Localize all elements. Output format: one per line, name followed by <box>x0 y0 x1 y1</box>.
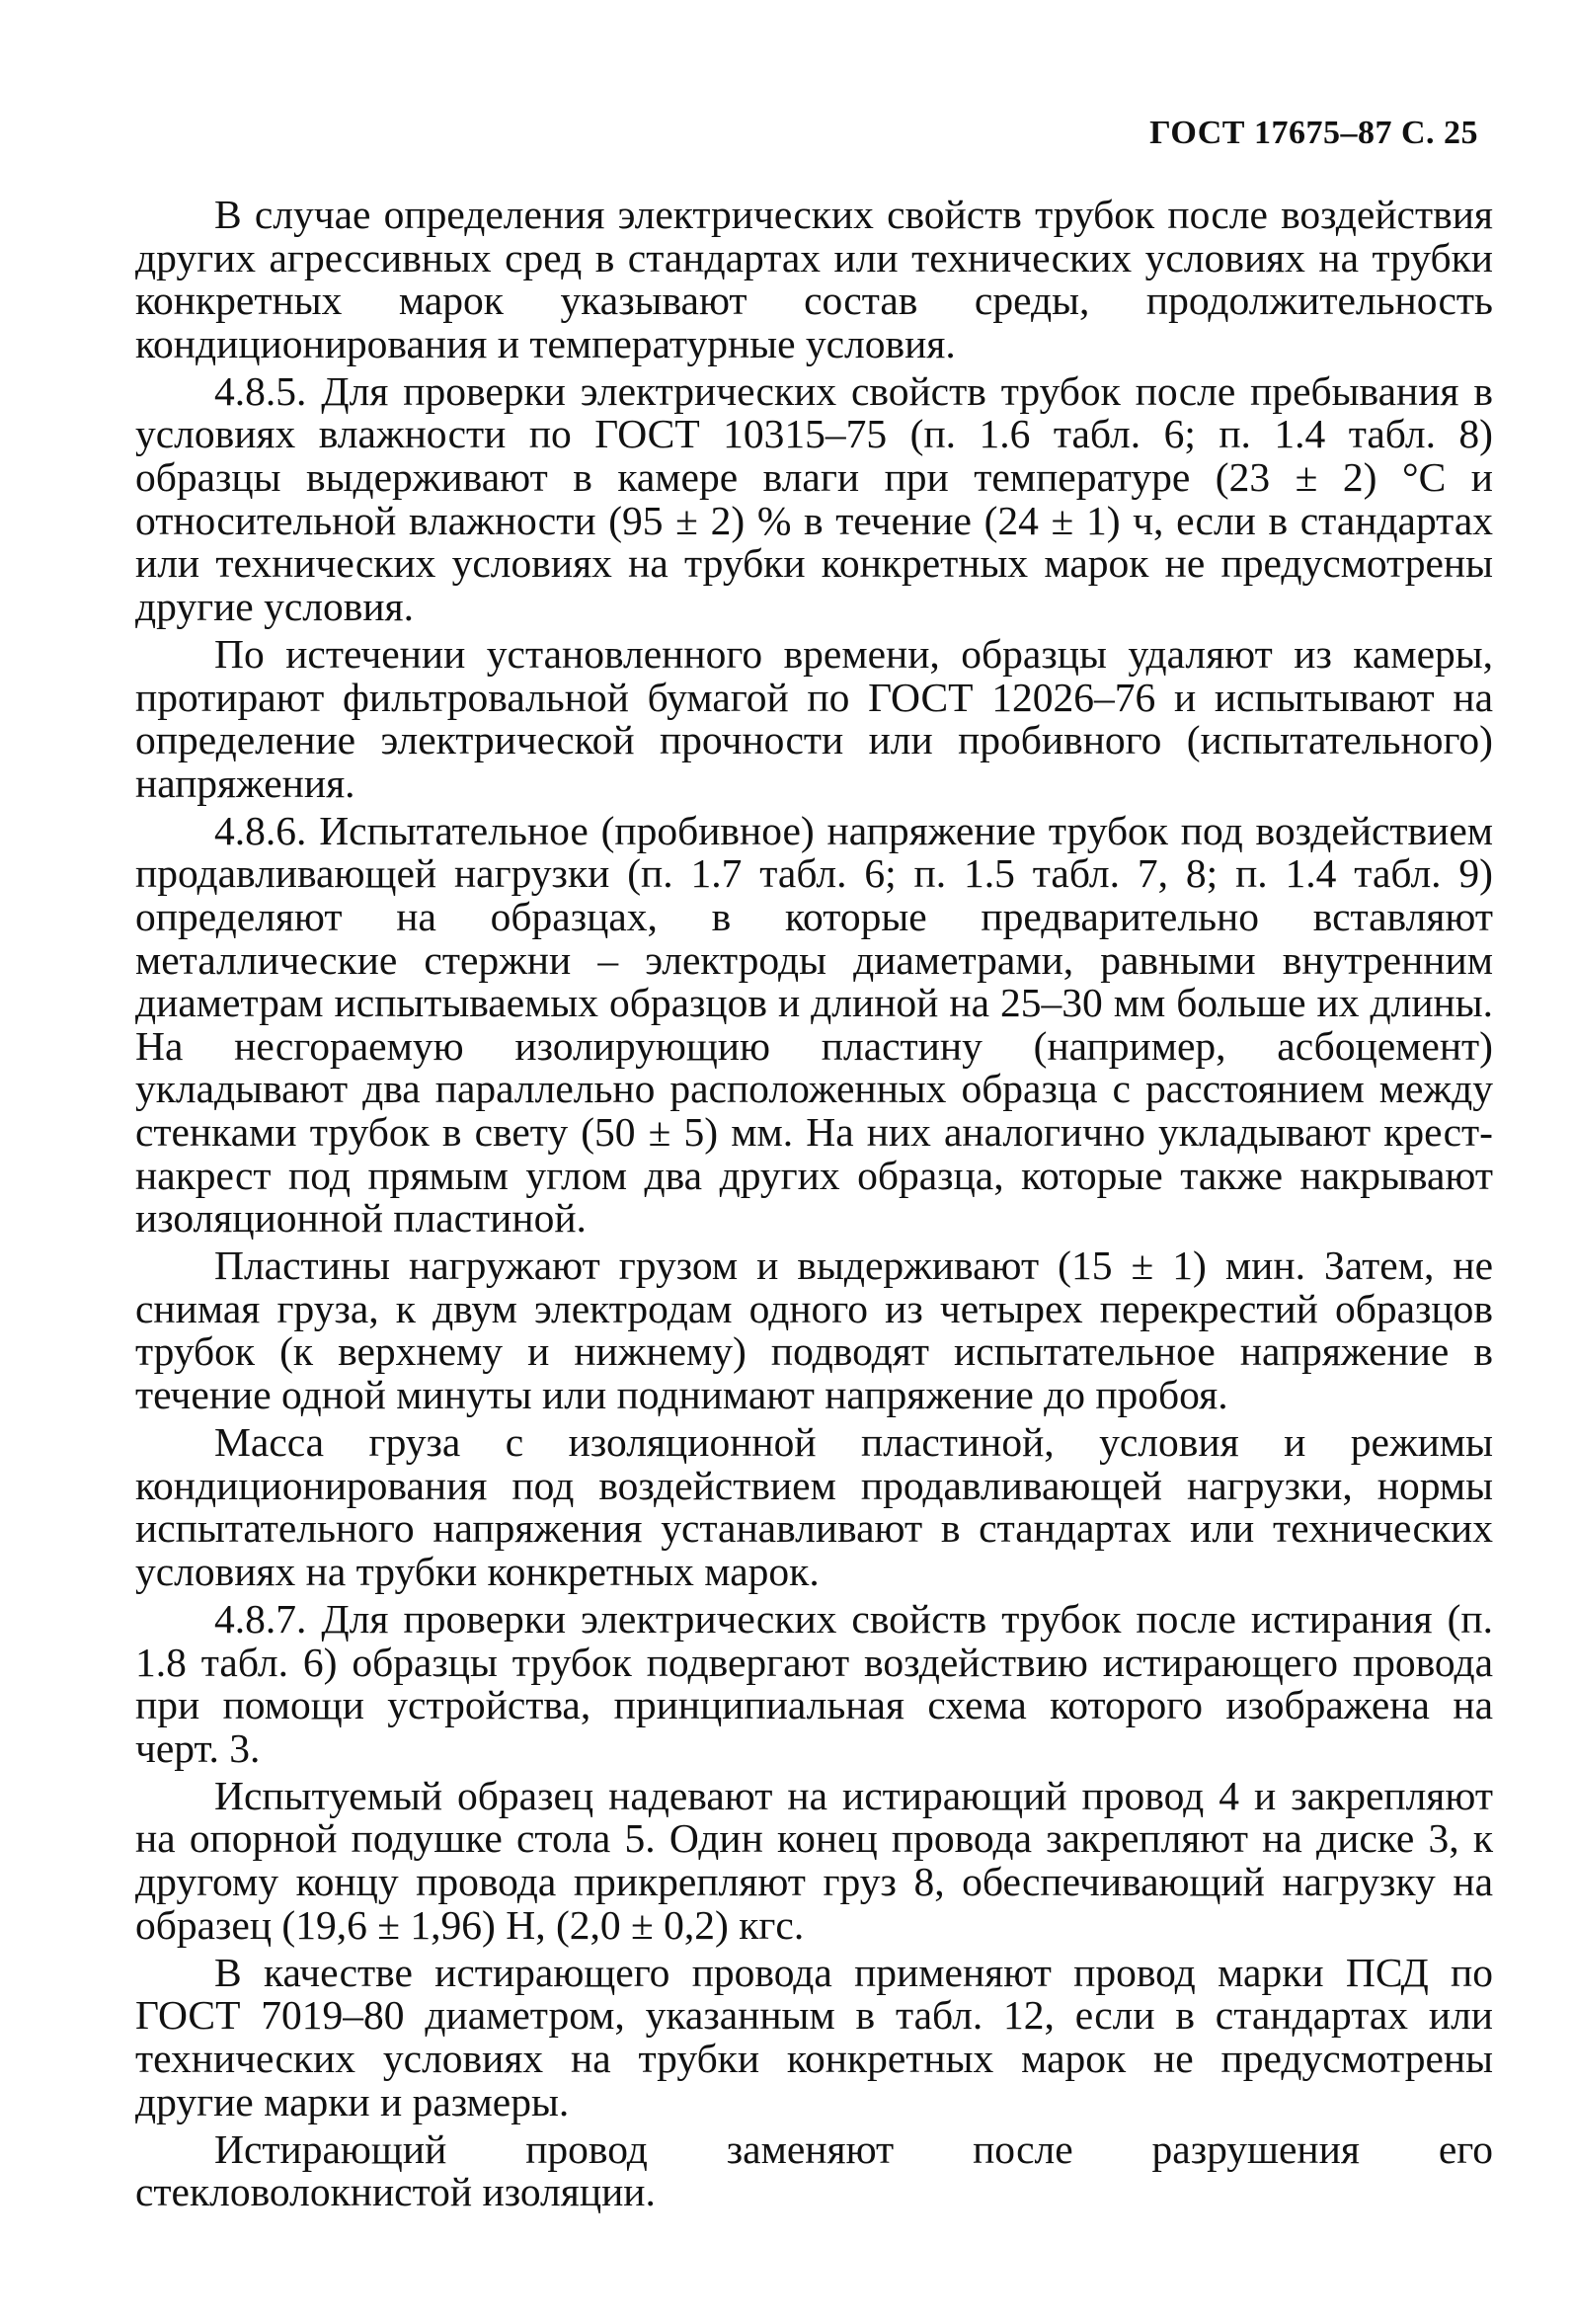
paragraph: По истечении установленного времени, образцы удаляют из камеры, протирают фильтровальной бумагой по ГОСТ 12026–76 и испытывают на определение электрической прочности или пробивного (испытательного) напряжения. <box>135 630 1493 806</box>
paragraph: Истирающий провод заменяют после разрушения его стекловолокнистой изоляции. <box>135 2125 1493 2215</box>
document-body <box>135 194 1493 2214</box>
paragraph: В качестве истирающего провода применяют провод марки ПСД по ГОСТ 7019–80 диаметром, указанным в табл. 12, если в стандартах или технических условиях на трубки конкретных марок не предусмотрены другие марки и размеры. <box>135 1949 1493 2124</box>
paragraph: В случае определения электрических свойств трубок после воздействия других агрессивных сред в стандартах или технических условиях на трубки конкретных марок указывают состав среды, продолжительность кондиционирования и температурные условия. <box>135 192 1493 366</box>
paragraph: Испытуемый образец надевают на истирающий провод 4 и закрепляют на опорной подушке стола 5. Один конец провода закрепляют на диске 3, к другому концу провода прикрепляют груз 8, обеспечивающий нагрузку на образец (19,6 ± 1,96) Н, (2,0 ± 0,2) кгс. <box>135 1772 1493 1948</box>
paragraph: Масса груза с изоляционной пластиной, условия и режимы кондиционирования под воздействием продавливающей нагрузки, нормы испытательного напряжения устанавливают в стандартах или технических условиях на трубки конкретных марок. <box>135 1419 1493 1594</box>
page-header: ГОСТ 17675–87 С. 25 <box>1149 115 1478 151</box>
paragraph: 4.8.6. Испытательное (пробивное) напряжение трубок под воздействием продавливающей нагрузки (п. 1.7 табл. 6; п. 1.5 табл. 7, 8; п. 1.4 табл. 9) определяют на образцах, в которые предварительно вставляют металлические стержни – электроды диаметрами, равными внутренним диаметрам испытываемых образцов и длиной на 25–30 мм больше их длины. На несгораемую изолирующию пластину (например, асбоцемент) укладывают два параллельно расположенных образца с расстоянием между стенками трубок в свету (50 ± 5) мм. На них аналогично укладывают крест-накрест под прямым углом два других образца, которые также накрывают изоляционной пластиной. <box>135 807 1493 1242</box>
paragraph: Пластины нагружают грузом и выдерживают (15 ± 1) мин. Затем, не снимая груза, к двум электродам одного из четырех перекрестий образцов трубок (к верхнему и нижнему) подводят испытательное напряжение в течение одной минуты или поднимают напряжение до пробоя. <box>135 1242 1493 1418</box>
paragraph: 4.8.7. Для проверки электрических свойств трубок после истирания (п. 1.8 табл. 6) образцы трубок подвергают воздействию истирающего провода при помощи устройства, принципиальная схема которого изображена на черт. 3. <box>135 1596 1493 1771</box>
paragraph: 4.8.5. Для проверки электрических свойств трубок после пребывания в условиях влажности по ГОСТ 10315–75 (п. 1.6 табл. 6; п. 1.4 табл. 8) образцы выдерживают в камере влаги при температуре (23 ± 2) °С и относительной влажности (95 ± 2) % в течение (24 ± 1) ч, если в стандартах или технических условиях на трубки конкретных марок не предусмотрены другие условия. <box>135 367 1493 629</box>
